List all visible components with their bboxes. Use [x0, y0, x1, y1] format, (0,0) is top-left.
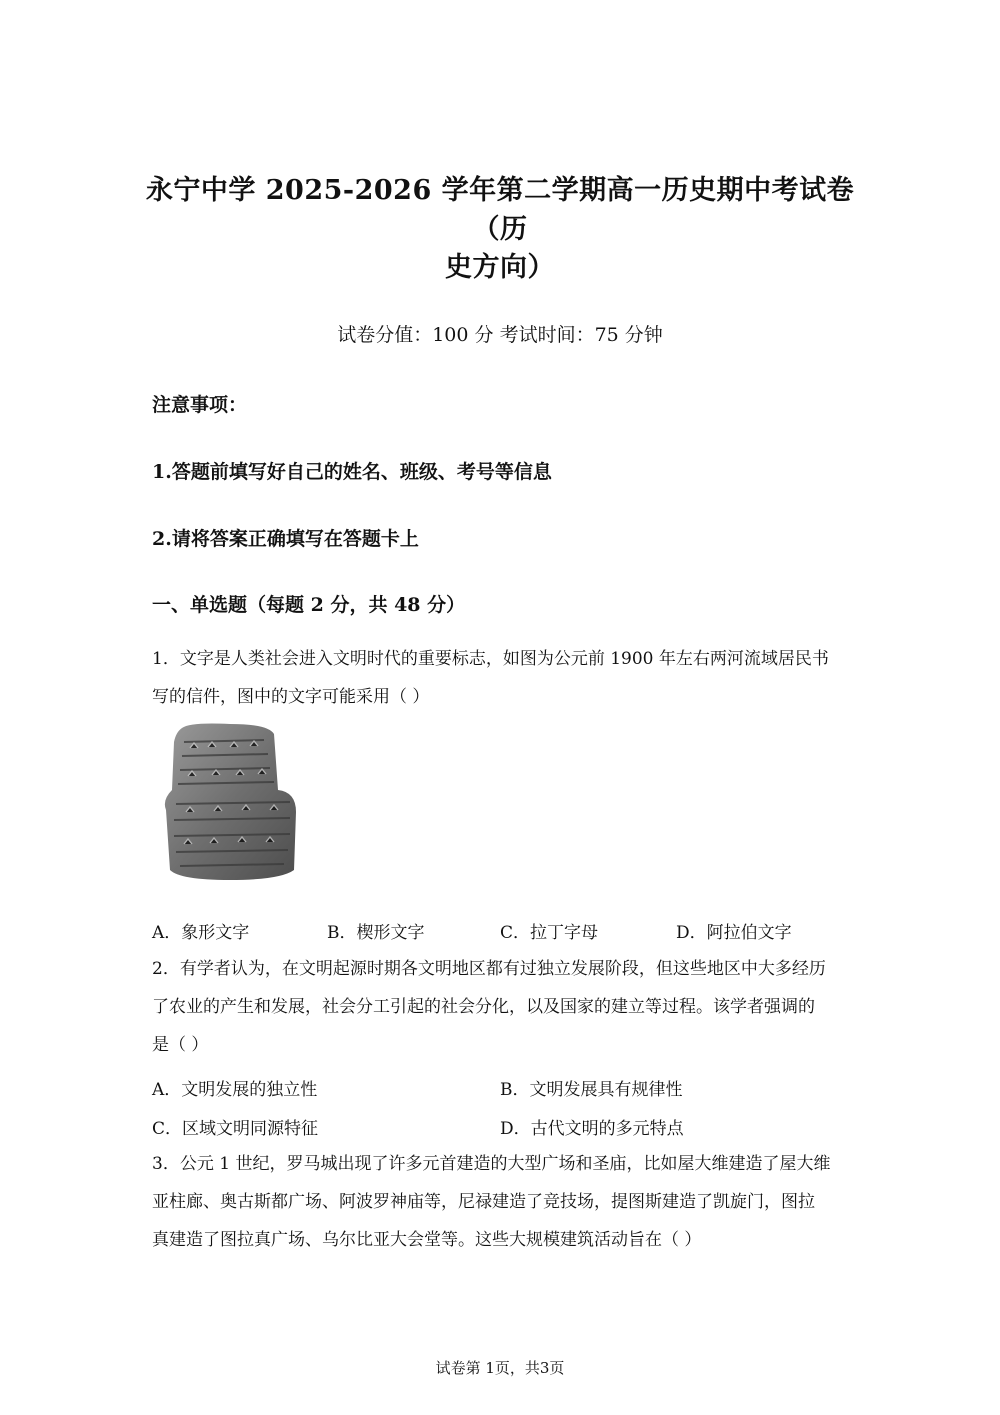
question-2-line3: 是（ ）: [152, 1035, 209, 1055]
question-3-line2: 亚柱廊、奥古斯都广场、阿波罗神庙等，尼禄建造了竞技场，提图斯建造了凯旋门，图拉: [152, 1192, 815, 1212]
question-2-line2: 了农业的产生和发展，社会分工引起的社会分化，以及国家的建立等过程。该学者强调的: [152, 997, 815, 1017]
page-footer: 试卷第 1页，共3页: [435, 1359, 565, 1377]
question-3-line3: 真建造了图拉真广场、乌尔比亚大会堂等。这些大规模建筑活动旨在（ ）: [152, 1230, 702, 1250]
question-2-text: [152, 950, 852, 1064]
question-1-line1: 1．文字是人类社会进入文明时代的重要标志，如图为公元前 1900 年左右两河流域居民书: [152, 649, 829, 669]
question-1-option-c: C．拉丁字母: [500, 923, 599, 943]
question-1-option-d: D．阿拉伯文字: [676, 923, 792, 943]
exam-title-line1: 永宁中学 2025-2026 学年第二学期高一历史期中考试卷（历: [145, 175, 855, 245]
question-1-option-b: B．楔形文字: [327, 923, 425, 943]
question-2-option-a: A．文明发展的独立性: [152, 1080, 318, 1100]
question-2-line1: 2．有学者认为，在文明起源时期各文明地区都有过独立发展阶段，但这些地区中大多经历: [152, 959, 826, 979]
question-1-option-a: A．象形文字: [152, 923, 250, 943]
question-3-text: [152, 1145, 852, 1259]
question-2-option-c: C．区域文明同源特征: [152, 1119, 319, 1139]
exam-subtitle: 试卷分值：100 分 考试时间：75 分钟: [337, 324, 663, 346]
exam-title-line2: 史方向）: [445, 252, 555, 283]
question-2-option-d: D．古代文明的多元特点: [500, 1119, 684, 1139]
question-1-line2: 写的信件，图中的文字可能采用（ ）: [152, 687, 430, 707]
notice-item-2: 2.请将答案正确填写在答题卡上: [152, 528, 419, 550]
notice-heading: 注意事项：: [152, 394, 248, 416]
question-3-line1: 3．公元 1 世纪，罗马城出现了许多元首建造的大型广场和圣庙，比如屋大维建造了屋大维: [152, 1154, 831, 1174]
question-1-text: [152, 640, 852, 716]
question-2-option-b: B．文明发展具有规律性: [500, 1080, 683, 1100]
section-title: 一、单选题（每题 2 分，共 48 分）: [152, 594, 466, 616]
notice-item-1: 1.答题前填写好自己的姓名、班级、考号等信息: [152, 461, 552, 483]
cuneiform-tablet-image: [160, 720, 300, 882]
